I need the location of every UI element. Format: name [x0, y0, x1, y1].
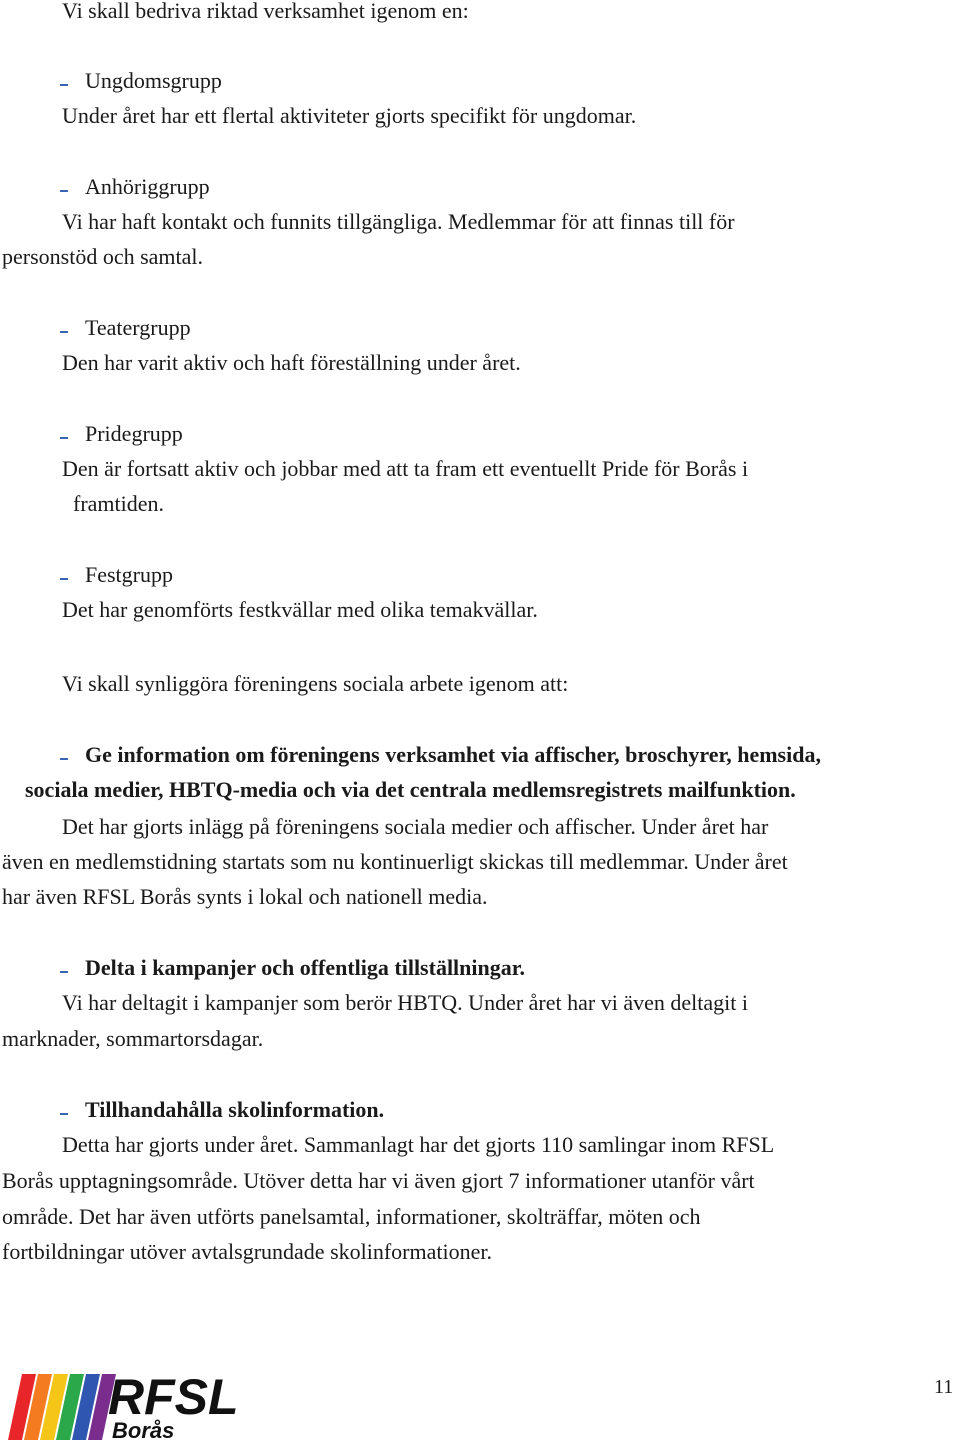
bullet-dash: [60, 971, 68, 973]
item-description: har även RFSL Borås synts i lokal och nationell media.: [2, 884, 488, 909]
section-heading: Vi skall synliggöra föreningens sociala arbete igenom att:: [62, 671, 569, 696]
group-title: Anhöriggrupp: [85, 174, 210, 199]
item-description: marknader, sommartorsdagar.: [2, 1026, 264, 1051]
bullet-dash: [60, 190, 68, 192]
item-description: Detta har gjorts under året. Sammanlagt har det gjorts 110 samlingar inom RFSL: [62, 1132, 775, 1157]
bullet-dash: [60, 578, 68, 580]
group-description: Den är fortsatt aktiv och jobbar med att ta fram ett eventuellt Pride för Borås i: [62, 456, 749, 481]
item-title: Delta i kampanjer och offentliga tillställningar.: [85, 955, 525, 980]
group-description: framtiden.: [73, 491, 165, 516]
logo-text: RFSL: [108, 1370, 239, 1425]
item-title: sociala medier, HBTQ-media och via det centrala medlemsregistrets mailfunktion.: [25, 777, 796, 802]
bullet-dash: [60, 331, 68, 333]
item-description: Borås upptagningsområde. Utöver detta har vi även gjort 7 informationer utanför vårt: [2, 1168, 755, 1193]
bullet-dash: [60, 1113, 68, 1115]
group-description: Vi har haft kontakt och funnits tillgängliga. Medlemmar för att finnas till för: [62, 209, 735, 234]
item-description: även en medlemstidning startats som nu kontinuerligt skickas till medlemmar. Under året: [2, 849, 788, 874]
item-description: område. Det har även utförts panelsamtal, informationer, skolträffar, möten och: [2, 1204, 701, 1229]
group-title: Ungdomsgrupp: [85, 68, 222, 93]
item-description: fortbildningar utöver avtalsgrundade skolinformationer.: [2, 1239, 492, 1264]
group-title: Pridegrupp: [85, 421, 183, 446]
group-description: Den har varit aktiv och haft föreställning under året.: [62, 350, 521, 375]
rfsl-boras-logo: [0, 1370, 320, 1442]
group-description: Under året har ett flertal aktiviteter gjorts specifikt för ungdomar.: [62, 103, 637, 128]
bullet-dash: [60, 84, 68, 86]
item-description: Vi har deltagit i kampanjer som berör HBTQ. Under året har vi även deltagit i: [62, 990, 748, 1015]
logo-subtext: Borås: [112, 1418, 175, 1442]
item-description: Det har gjorts inlägg på föreningens sociala medier och affischer. Under året har: [62, 814, 769, 839]
group-title: Teatergrupp: [85, 315, 191, 340]
item-title: Tillhandahålla skolinformation.: [85, 1097, 385, 1122]
group-title: Festgrupp: [85, 562, 173, 587]
page-number: 11: [934, 1376, 954, 1398]
bullet-dash: [60, 437, 68, 439]
group-description: personstöd och samtal.: [2, 244, 204, 269]
group-description: Det har genomförts festkvällar med olika temakvällar.: [62, 597, 538, 622]
rainbow-stripes-icon: [8, 1374, 116, 1440]
bullet-dash: [60, 758, 68, 760]
section-heading: Vi skall bedriva riktad verksamhet igenom en:: [62, 0, 469, 23]
item-title: Ge information om föreningens verksamhet via affischer, broschyrer, hemsida,: [85, 742, 821, 767]
